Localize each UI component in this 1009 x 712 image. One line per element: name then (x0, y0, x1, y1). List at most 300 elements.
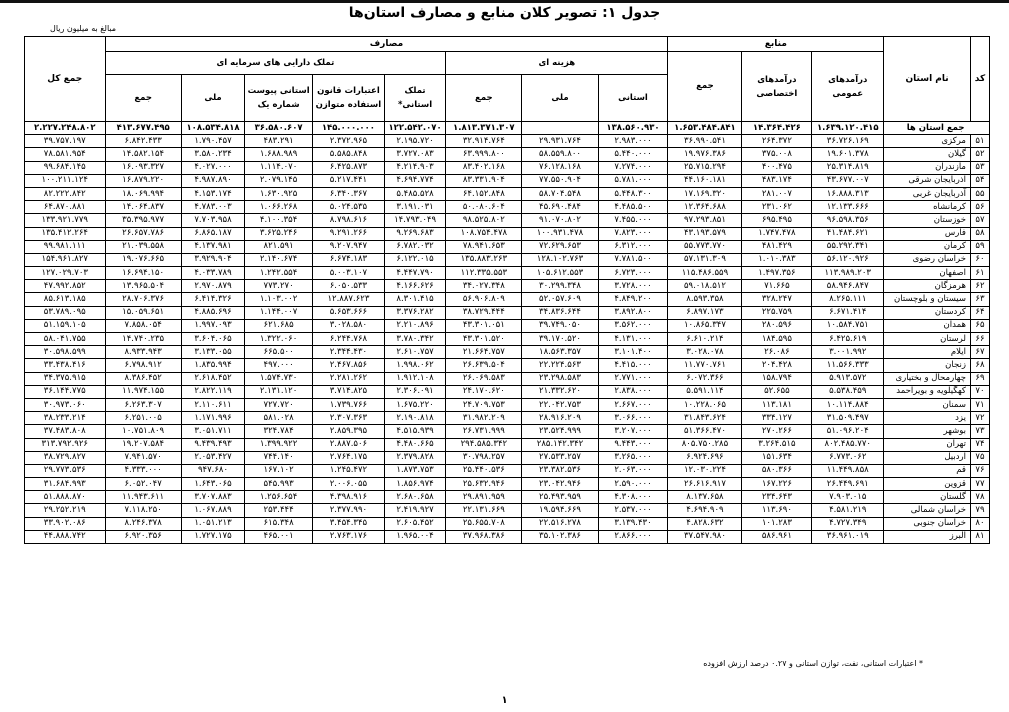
table-cell: ۳.۴۵۴.۳۴۵ (312, 517, 384, 530)
table-cell: ۱۹.۹۷۶.۳۸۶ (668, 148, 742, 161)
table-cell: ۴.۷۲۷.۳۴۹ (812, 517, 884, 530)
table-cell: ۵۸۱.۰۲۸ (245, 412, 313, 425)
table-cell: ۳۹.۷۴۹.۰۵۰ (522, 319, 598, 332)
row-code: ۵۶ (970, 201, 989, 214)
row-code: ۶۹ (970, 372, 989, 385)
table-cell: ۷۲.۶۲۹.۶۵۳ (522, 240, 598, 253)
table-cell: ۸۳.۴۰۲.۱۶۸ (446, 161, 522, 174)
table-cell: ۲۹۴.۵۸۵.۳۴۲ (446, 438, 522, 451)
table-cell: ۵۸.۰۴۱.۷۵۵ (25, 333, 106, 346)
row-code: ۶۶ (970, 333, 989, 346)
table-cell: ۳.۲۶۴.۵۱۵ (742, 438, 812, 451)
table-row (25, 478, 990, 491)
row-code: ۶۱ (970, 267, 989, 280)
table-cell: ۹۶.۵۹۸.۳۵۶ (812, 214, 884, 227)
table-cell: ۴.۵۱۵.۹۳۹ (384, 425, 445, 438)
header-national: ملی (522, 75, 598, 122)
table-cell: ۵۹.۰۱۸.۵۱۲ (668, 280, 742, 293)
table-cell: ۴۱۳.۶۷۷.۴۹۵ (105, 122, 181, 135)
table-cell: ۲.۸۶۶.۰۰۰ (598, 530, 668, 543)
table-cell: ۳.۰۶۶.۰۰۰ (598, 412, 668, 425)
table-cell: ۴.۵۸۱.۲۱۹ (812, 504, 884, 517)
table-cell: ۵.۵۳۸.۴۵۹ (812, 385, 884, 398)
table-cell: ۱۴.۰۶۴.۸۳۷ (105, 201, 181, 214)
table-cell: ۲۶.۰۸۶ (742, 346, 812, 359)
table-cell: ۳.۷۰۷.۸۸۳ (181, 491, 244, 504)
table-cell: ۱۶۷.۱۰۲ (245, 464, 313, 477)
table-cell: ۳۲.۹۱۴.۷۶۴ (446, 135, 522, 148)
table-cell: ۵.۵۸۵.۸۴۸ (312, 148, 384, 161)
table-cell: ۳۴.۰۲۷.۳۴۸ (446, 280, 522, 293)
table-cell: ۸.۷۹۸.۶۱۶ (312, 214, 384, 227)
table-cell: ۱۰۸.۷۵۴.۴۷۸ (446, 227, 522, 240)
header-capital: تملک دارایی های سرمایه ای (105, 52, 446, 75)
table-cell: ۶.۰۵۰.۵۳۳ (312, 280, 384, 293)
table-cell: ۴.۲۱۴.۹۰۳ (384, 161, 445, 174)
header-resources-total: جمع (668, 52, 742, 122)
table-cell: ۱۱۲.۳۳۵.۵۵۳ (446, 267, 522, 280)
header-grand-total: جمع کل (25, 37, 106, 122)
row-code: ۶۳ (970, 293, 989, 306)
table-cell: ۲.۳۰۷.۳۶۳ (312, 412, 384, 425)
table-cell: ۳.۰۲۸.۰۷۸ (668, 346, 742, 359)
table-cell: ۲۸۵.۱۴۲.۳۴۲ (522, 438, 598, 451)
row-province-name: کردستان (884, 306, 971, 319)
row-code: ۶۰ (970, 253, 989, 266)
table-cell: ۵۱.۳۶۶.۴۷۰ (668, 425, 742, 438)
row-province-name: مرکزی (884, 135, 971, 148)
row-province-name: کهگیلویه و بویراحمد (884, 385, 971, 398)
table-cell: ۶.۲۵۱.۰۰۵ (105, 412, 181, 425)
table-cell: ۱.۴۹۷.۳۵۶ (742, 267, 812, 280)
table-cell: ۲.۱۳۱.۱۲۰ (245, 385, 313, 398)
unit-note: مبالغ به میلیون ریال (50, 24, 117, 33)
table-cell: ۷۸.۹۴۱.۶۵۳ (446, 240, 522, 253)
row-code: ۷۹ (970, 504, 989, 517)
table-row (25, 306, 990, 319)
row-code: ۷۵ (970, 451, 989, 464)
table-cell: ۱۹.۲۰۷.۵۸۴ (105, 438, 181, 451)
table-cell: ۴۴.۸۸۸.۷۴۲ (25, 530, 106, 543)
table-cell: ۳۷.۹۶۸.۳۸۶ (446, 530, 522, 543)
table-cell: ۲.۰۵۳.۴۲۷ (181, 451, 244, 464)
table-cell: ۱۴.۷۹۳.۰۴۹ (384, 214, 445, 227)
table-cell: ۲۶.۶۳۹.۵۰۴ (446, 359, 522, 372)
row-province-name: البرز (884, 530, 971, 543)
table-cell: ۵.۹۱۳.۵۷۲ (812, 372, 884, 385)
table-cell: ۳۰.۷۹۸.۲۵۷ (446, 451, 522, 464)
table-cell: ۳.۵۶۲.۰۰۰ (598, 319, 668, 332)
table-cell: ۲.۸۲۲.۱۱۹ (181, 385, 244, 398)
table-cell: ۲۵.۶۵۵.۷۰۸ (446, 517, 522, 530)
table-cell: ۱.۹۱۲.۱۰۸ (384, 372, 445, 385)
table-row (25, 451, 990, 464)
table-cell: ۴۸۱.۴۲۹ (742, 240, 812, 253)
table-cell: ۳۷.۵۴۷.۹۸۰ (668, 530, 742, 543)
table-cell: ۶۴.۸۷۰.۸۸۱ (25, 201, 106, 214)
table-row (25, 161, 990, 174)
header-balanced-law: اعتبارات قانون استفاده متوازن (312, 75, 384, 122)
table-cell: ۴.۱۵۳.۱۷۴ (181, 187, 244, 200)
table-cell: ۹۹.۶۸۴.۱۴۵ (25, 161, 106, 174)
table-cell: ۵۸۰.۳۶۶ (742, 464, 812, 477)
table-cell: ۴۹۷.۰۰۰ (245, 359, 313, 372)
table-cell: ۲.۱۹۵.۷۲۰ (384, 135, 445, 148)
table-cell: ۲۶۴.۳۷۲ (742, 135, 812, 148)
table-cell: ۹۷.۲۹۳.۸۵۱ (668, 214, 742, 227)
table-cell: ۳۲۸.۲۴۷ (742, 293, 812, 306)
table-row (25, 385, 990, 398)
table-cell: ۱۹.۰۷۶.۶۶۵ (105, 253, 181, 266)
table-cell: ۱.۵۷۴.۷۳۰ (245, 372, 313, 385)
table-cell: ۶.۲۶۳.۳۰۷ (105, 398, 181, 411)
table-cell: ۱.۹۶۵.۰۰۴ (384, 530, 445, 543)
table-row (25, 319, 990, 332)
table-cell: ۶۶۵.۵۰۰ (245, 346, 313, 359)
table-cell: ۲.۸۵۹.۳۹۵ (312, 425, 384, 438)
row-province-name: یزد (884, 412, 971, 425)
table-cell: ۲۳.۰۴۲.۹۴۶ (522, 478, 598, 491)
table-cell: ۶.۳۴۰.۳۶۷ (312, 187, 384, 200)
table-cell: ۶.۷۸۲.۰۳۲ (384, 240, 445, 253)
table-cell: ۱.۸۱۳.۳۷۱.۳۰۷ (446, 122, 522, 135)
row-province-name: خراسان جنوبی (884, 517, 971, 530)
table-cell: ۸۰۲.۴۸۵.۷۷۰ (812, 438, 884, 451)
table-cell: ۱۸.۵۶۳.۳۵۷ (522, 346, 598, 359)
table-cell: ۴.۳۳۳.۰۰۰ (105, 464, 181, 477)
table-cell: ۳۳۴.۱۲۷ (742, 412, 812, 425)
table-cell: ۳۸.۷۲۹.۸۲۷ (25, 451, 106, 464)
table-cell: ۱۱.۵۶۶.۳۳۳ (812, 359, 884, 372)
row-code: ۵۱ (970, 135, 989, 148)
table-cell: ۵۶.۹۰۶.۸۰۹ (446, 293, 522, 306)
table-cell: ۱۰۰.۲۱۱.۱۲۴ (25, 174, 106, 187)
row-code: ۷۶ (970, 464, 989, 477)
table-cell: ۱.۶۵۳.۴۸۴.۸۴۱ (668, 122, 742, 135)
table-cell: ۲۷.۵۳۳.۲۵۷ (522, 451, 598, 464)
table-cell: ۷۴۴.۱۴۰ (245, 451, 313, 464)
table-cell: ۳۷۵.۰۰۸ (742, 148, 812, 161)
row-code: ۶۲ (970, 280, 989, 293)
table-cell: ۳۱.۸۴۳.۶۲۴ (668, 412, 742, 425)
table-cell: ۲۹.۸۹۱.۹۵۹ (446, 491, 522, 504)
table-cell: ۳۸.۲۳۳.۲۱۴ (25, 412, 106, 425)
table-cell: ۲۴.۱۷۰.۶۲۰ (446, 385, 522, 398)
total-row (25, 122, 990, 135)
table-cell: ۱۲.۸۸۷.۶۲۳ (312, 293, 384, 306)
row-province-name: کرمان (884, 240, 971, 253)
table-cell: ۲.۷۶۳.۱۷۶ (312, 530, 384, 543)
table-cell: ۱.۳۹۹.۹۲۲ (245, 438, 313, 451)
table-cell: ۱۲۷.۰۲۹.۷۰۳ (25, 267, 106, 280)
row-code: ۵۵ (970, 187, 989, 200)
table-cell: ۱۰.۷۵۱.۸۰۹ (105, 425, 181, 438)
row-province-name: اصفهان (884, 267, 971, 280)
table-cell: ۱۶.۸۸۸.۳۱۳ (812, 187, 884, 200)
table-cell: ۴۴.۱۶۰.۱۸۱ (668, 174, 742, 187)
table-cell: ۳.۶۰۴.۰۶۵ (181, 333, 244, 346)
row-code: ۵۷ (970, 214, 989, 227)
table-cell: ۷۶.۱۲۸.۱۶۸ (522, 161, 598, 174)
table-cell: ۱۴۵.۰۰۰.۰۰۰ (312, 122, 384, 135)
table-cell: ۵۸.۹۴۶.۸۴۷ (812, 280, 884, 293)
table-cell: ۵.۴۸۵.۵۲۸ (384, 187, 445, 200)
table-cell: ۱۳.۹۶۵.۵۰۴ (105, 280, 181, 293)
table-cell: ۱۰۵.۶۱۲.۵۵۳ (522, 267, 598, 280)
table-cell: ۲۵.۴۹۳.۹۵۹ (522, 491, 598, 504)
table-cell: ۲.۴۱۹.۹۲۷ (384, 504, 445, 517)
table-cell: ۳۶.۹۶۱.۰۱۹ (812, 530, 884, 543)
table-cell: ۱۰.۲۲۸.۰۶۵ (668, 398, 742, 411)
row-code: ۷۳ (970, 425, 989, 438)
table-row (25, 240, 990, 253)
table-cell: ۴.۸۸۵.۶۹۶ (181, 306, 244, 319)
table-cell: ۲.۴۶۷.۸۵۶ (312, 359, 384, 372)
table-cell: ۶.۴۱۴.۳۲۶ (181, 293, 244, 306)
table-cell: ۲۵.۴۴۰.۵۳۶ (446, 464, 522, 477)
table-cell: ۹۴۷.۶۸۰ (181, 464, 244, 477)
table-cell: ۲.۳۷۷.۹۹۰ (312, 504, 384, 517)
table-cell: ۹۸.۵۲۵.۸۰۲ (446, 214, 522, 227)
table-row (25, 214, 990, 227)
row-province-name: بوشهر (884, 425, 971, 438)
table-cell: ۲.۵۹۰.۰۰۰ (598, 478, 668, 491)
table-cell: ۷.۷۸۱.۵۰۰ (598, 253, 668, 266)
table-cell: ۵.۶۵۳.۶۶۶ (312, 306, 384, 319)
table-cell: ۳.۲۶۵.۰۰۰ (598, 451, 668, 464)
row-province-name: همدان (884, 319, 971, 332)
table-cell: ۳۶.۱۴۴.۷۷۵ (25, 385, 106, 398)
row-province-name: قزوین (884, 478, 971, 491)
table-cell: ۶.۶۷۴.۱۸۳ (312, 253, 384, 266)
table-cell: ۹.۴۳۹.۴۹۳ (181, 438, 244, 451)
table-cell: ۲۹.۲۵۲.۲۱۹ (25, 504, 106, 517)
table-cell: ۶۴.۱۵۲.۸۴۸ (446, 187, 522, 200)
table-cell: ۳۵.۳۹۵.۹۷۷ (105, 214, 181, 227)
table-cell: ۴۳.۶۷۷.۰۰۷ (812, 174, 884, 187)
table-cell: ۴.۱۳۱.۰۰۰ (598, 333, 668, 346)
table-cell: ۱۱.۹۴۳.۶۱۱ (105, 491, 181, 504)
row-province-name: هرمزگان (884, 280, 971, 293)
table-cell: ۲.۱۴۰.۶۷۴ (245, 253, 313, 266)
table-cell: ۲.۶۱۸.۴۵۲ (181, 372, 244, 385)
table-cell: ۶۹۵.۴۹۵ (742, 214, 812, 227)
table-cell: ۶.۷۷۳.۰۶۲ (812, 451, 884, 464)
table-cell: ۵۷.۱۳۱.۳۰۹ (668, 253, 742, 266)
table-cell: ۵.۰۲۴.۵۳۵ (312, 201, 384, 214)
table-cell: ۷۱.۶۶۵ (742, 280, 812, 293)
table-cell: ۹.۲۹۱.۲۶۶ (312, 227, 384, 240)
table-cell: ۲۳.۵۲۴.۹۹۹ (522, 425, 598, 438)
table-cell: ۳.۷۲۸.۰۰۰ (598, 280, 668, 293)
table-cell: ۲۱.۰۳۹.۵۵۸ (105, 240, 181, 253)
header-capital-total: جمع (105, 75, 181, 122)
page-number: ۱ (501, 695, 508, 706)
table-cell: ۲.۵۳۷.۰۰۰ (598, 504, 668, 517)
row-province-name: ایلام (884, 346, 971, 359)
row-province-name: چهارمحال و بختیاری (884, 372, 971, 385)
table-row (25, 491, 990, 504)
table-cell: ۷.۹۰۳.۰۱۵ (812, 491, 884, 504)
table-cell: ۱۸.۰۶۹.۹۹۴ (105, 187, 181, 200)
table-cell: ۱۱۳.۹۸۹.۲۰۳ (812, 267, 884, 280)
table-cell: ۳.۵۸۰.۲۳۴ (181, 148, 244, 161)
table-cell: ۶.۸۶۵.۱۸۷ (181, 227, 244, 240)
table-cell: ۶.۹۲۰.۳۵۶ (105, 530, 181, 543)
table-cell: ۳.۱۹۱.۰۳۱ (384, 201, 445, 214)
header-specific-revenue: درآمدهای اختصاصی (742, 52, 812, 122)
table-cell: ۶.۸۹۷.۱۷۳ (668, 306, 742, 319)
row-province-name: قم (884, 464, 971, 477)
table-row (25, 438, 990, 451)
table-cell: ۱۰.۸۶۵.۳۴۷ (668, 319, 742, 332)
row-code: ۶۴ (970, 306, 989, 319)
row-code: ۵۳ (970, 161, 989, 174)
header-national-capital: ملی (181, 75, 244, 122)
header-provincial-capital: تملک استانی* (384, 75, 445, 122)
table-cell: ۱۰.۱۱۴.۸۸۴ (812, 398, 884, 411)
table-cell: ۲.۷۷۱.۰۰۰ (598, 372, 668, 385)
table-cell: ۲.۹۷۰.۸۷۹ (181, 280, 244, 293)
header-province: نام استان (884, 37, 971, 122)
table-cell: ۱۱.۷۷۰.۷۶۱ (668, 359, 742, 372)
table-cell: ۱۳۵.۴۱۲.۲۶۴ (25, 227, 106, 240)
resources-expenditures-table (24, 36, 990, 544)
table-cell: ۱.۰۶۷.۸۸۹ (181, 504, 244, 517)
table-cell: ۳.۰۲۸.۵۸۰ (312, 319, 384, 332)
table-cell: ۱۲.۱۳۳.۶۶۶ (812, 201, 884, 214)
table-cell: ۴۵.۶۹۰.۴۸۴ (522, 201, 598, 214)
table-cell: ۵۱.۰۹۶.۲۰۴ (812, 425, 884, 438)
table-cell: ۱.۳۲۲.۰۶۰ (245, 333, 313, 346)
table-cell: ۴.۷۸۳.۰۰۳ (181, 201, 244, 214)
table-cell: ۵۸.۷۰۴.۵۴۸ (522, 187, 598, 200)
top-rule (0, 0, 1009, 3)
table-cell: ۱.۱۷۱.۹۹۶ (181, 412, 244, 425)
table-cell: ۲.۹۸۳.۰۰۰ (598, 135, 668, 148)
table-cell: ۲.۲۲۷.۲۴۸.۸۰۲ (25, 122, 106, 135)
table-cell: ۵۴۵.۹۹۳ (245, 478, 313, 491)
table-cell: ۵.۰۰۳.۱۰۷ (312, 267, 384, 280)
header-resources: منابع (668, 37, 884, 52)
table-cell: ۱۶.۸۷۹.۲۲۰ (105, 174, 181, 187)
table-cell: ۳۰.۲۹۹.۳۴۸ (522, 280, 598, 293)
table-cell: ۴۳.۱۹۳.۵۷۹ (668, 227, 742, 240)
row-code: ۷۴ (970, 438, 989, 451)
table-cell: ۳۳.۹۰۲.۰۸۶ (25, 517, 106, 530)
table-cell: ۷.۷۰۳.۹۵۸ (181, 214, 244, 227)
table-cell: ۳.۱۳۳.۰۵۵ (181, 346, 244, 359)
table-cell: ۳.۲۰۷.۰۰۰ (598, 425, 668, 438)
table-cell: ۴.۴۸۰.۶۶۵ (384, 438, 445, 451)
table-cell: ۳۹.۷۵۷.۱۹۷ (25, 135, 106, 148)
table-cell: ۴.۱۶۶.۶۲۶ (384, 280, 445, 293)
table-cell: ۴.۹۸۷.۸۹۰ (181, 174, 244, 187)
row-code: ۷۲ (970, 412, 989, 425)
table-cell: ۲.۷۶۴.۱۷۵ (312, 451, 384, 464)
table-cell: ۸.۲۶۵.۱۱۱ (812, 293, 884, 306)
table-cell: ۳.۶۲۵.۲۴۶ (245, 227, 313, 240)
table-cell: ۶۱۵.۳۴۸ (245, 517, 313, 530)
table-cell: ۱۱۵.۴۸۶.۵۵۹ (668, 267, 742, 280)
table-cell: ۴۶۵.۰۰۱ (245, 530, 313, 543)
table-cell: ۱۳۳.۹۲۱.۷۷۹ (25, 214, 106, 227)
table-cell: ۳۰.۵۹۸.۵۹۹ (25, 346, 106, 359)
table-cell: ۱.۶۸۸.۹۸۹ (245, 148, 313, 161)
table-cell: ۳۴.۸۳۶.۶۴۴ (522, 306, 598, 319)
table-cell: ۴.۱۳۷.۹۸۱ (181, 240, 244, 253)
table-cell: ۲۲.۲۲۴.۵۶۳ (522, 359, 598, 372)
table-cell: ۱۰۰.۹۳۱.۴۷۸ (522, 227, 598, 240)
table-cell: ۱۰.۵۸۴.۷۵۱ (812, 319, 884, 332)
table-cell: ۳.۷۱۴.۸۲۵ (312, 385, 384, 398)
table-row (25, 148, 990, 161)
table-cell: ۶.۸۴۲.۴۳۳ (105, 135, 181, 148)
table-row (25, 398, 990, 411)
table-cell: ۲۲.۵۱۶.۲۷۸ (522, 517, 598, 530)
table-cell: ۲.۲۱۰.۸۹۶ (384, 319, 445, 332)
table-row (25, 333, 990, 346)
table-cell: ۵۵.۲۹۲.۳۴۱ (812, 240, 884, 253)
table-row (25, 359, 990, 372)
table-row (25, 227, 990, 240)
table-cell: ۱۴.۷۴۰.۲۳۵ (105, 333, 181, 346)
table-cell: ۳۱.۶۸۴.۹۹۳ (25, 478, 106, 491)
table-cell: ۶.۹۲۴.۶۹۶ (668, 451, 742, 464)
table-cell: ۵.۷۸۱.۰۰۰ (598, 174, 668, 187)
table-cell: ۴.۴۴۷.۷۹۰ (384, 267, 445, 280)
table-cell: ۴.۴۱۵.۰۰۰ (598, 359, 668, 372)
table-cell: ۱۰۱.۲۸۳ (742, 517, 812, 530)
table-cell: ۲.۰۰۶.۰۵۵ (312, 478, 384, 491)
table-cell: ۵۸۶.۹۶۱ (742, 530, 812, 543)
table-cell: ۲۸۰.۵۹۶ (742, 319, 812, 332)
row-province-name: کرمانشاه (884, 201, 971, 214)
table-cell: ۸۲.۲۲۲.۸۴۲ (25, 187, 106, 200)
table-cell: ۸.۳۰۱.۴۱۵ (384, 293, 445, 306)
table-cell: ۵۸.۵۵۹.۸۰۰ (522, 148, 598, 161)
header-provincial: استانی (598, 75, 668, 122)
table-cell: ۲.۰۷۹.۱۴۵ (245, 174, 313, 187)
table-row (25, 267, 990, 280)
table-cell: ۲۳۱.۰۶۲ (742, 201, 812, 214)
row-province-name: خوزستان (884, 214, 971, 227)
row-province-name: گیلان (884, 148, 971, 161)
table-cell: ۱.۸۳۵.۹۹۴ (181, 359, 244, 372)
table-cell: ۱.۲۴۵.۴۷۲ (312, 464, 384, 477)
row-province-name: خراسان شمالی (884, 504, 971, 517)
row-province-name: گلستان (884, 491, 971, 504)
table-cell: ۱۵۴.۹۶۱.۸۲۷ (25, 253, 106, 266)
table-cell: ۳۶.۵۸۰.۶۰۷ (245, 122, 313, 135)
table-cell: ۳۷.۴۸۳.۸۰۸ (25, 425, 106, 438)
table-cell: ۵۳.۷۸۹.۰۹۵ (25, 306, 106, 319)
table-cell: ۴۷.۹۹۲.۸۵۲ (25, 280, 106, 293)
table-cell: ۳۱.۵۰۹.۴۹۷ (812, 412, 884, 425)
row-code: ۸۰ (970, 517, 989, 530)
table-cell: ۱۵۸.۷۹۴ (742, 372, 812, 385)
table-cell: ۶.۰۵۲.۰۴۷ (105, 478, 181, 491)
table-cell: ۱۴.۳۶۴.۴۲۶ (742, 122, 812, 135)
table-cell: ۲۶.۰۶۹.۵۸۳ (446, 372, 522, 385)
table-cell: ۳۵.۱۰۲.۳۸۶ (522, 530, 598, 543)
table-cell: ۱۲.۰۳۰.۲۲۴ (668, 464, 742, 477)
table-row (25, 253, 990, 266)
table-cell: ۱۵.۰۵۹.۶۵۱ (105, 306, 181, 319)
table-cell: ۵۵.۷۷۳.۷۷۰ (668, 240, 742, 253)
row-province-name: آذربایجان شرقی (884, 174, 971, 187)
table-cell: ۹۱.۰۷۰.۸۰۲ (522, 214, 598, 227)
